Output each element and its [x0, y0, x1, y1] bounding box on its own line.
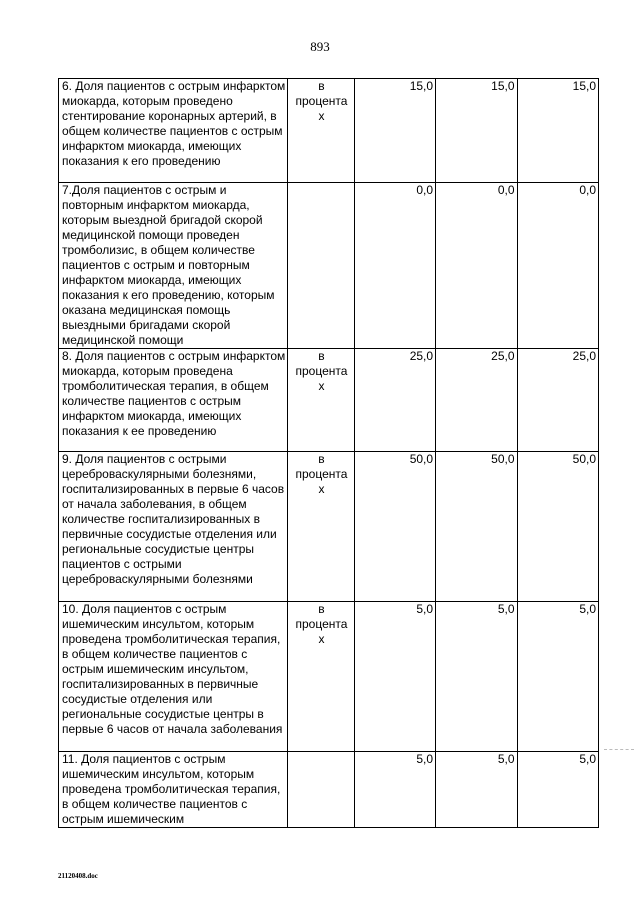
value-cell: 25,0 — [354, 349, 435, 452]
unit-cell — [288, 752, 354, 828]
value-cell: 50,0 — [354, 452, 435, 602]
indicator-description: 8. Доля пациентов с острым инфарктом миокарда, которым проведена тромболитическая терапия, в общем количестве пациентов с острым инфарктом миокарда, имеющих показания к ее проведению — [59, 349, 288, 452]
value-cell: 5,0 — [354, 602, 435, 752]
value-cell: 5,0 — [517, 602, 599, 752]
value-cell: 25,0 — [436, 349, 517, 452]
indicator-description: 10. Доля пациентов с острым ишемическим инсультом, которым проведена тромболитическая терапия, в общем количестве пациентов с острым ишемическим инсультом, госпитализированных в первичные сосудистые отделения или региональные сосудистые центры в первые 6 часов от начала заболевания — [59, 602, 288, 752]
value-cell: 0,0 — [354, 183, 435, 349]
value-cell: 15,0 — [354, 79, 435, 183]
value-cell: 50,0 — [436, 452, 517, 602]
value-cell: 0,0 — [436, 183, 517, 349]
value-cell: 50,0 — [517, 452, 599, 602]
value-cell: 15,0 — [436, 79, 517, 183]
value-cell: 0,0 — [517, 183, 599, 349]
value-cell: 15,0 — [517, 79, 599, 183]
table-row — [59, 452, 599, 602]
unit-cell: в процента х — [288, 452, 354, 602]
unit-cell: в процента х — [288, 349, 354, 452]
table-row — [59, 79, 599, 183]
value-cell: 5,0 — [436, 602, 517, 752]
page-number: 893 — [310, 39, 330, 54]
unit-cell — [288, 183, 354, 349]
margin-mark — [604, 749, 634, 750]
indicator-description: 6. Доля пациентов с острым инфарктом миокарда, которым проведено стентирование коронарных артерий, в общем количестве пациентов с острым инфарктом миокарда, имеющих показания к его проведению — [59, 79, 288, 183]
value-cell: 5,0 — [517, 752, 599, 828]
value-cell: 25,0 — [517, 349, 599, 452]
table-row — [59, 752, 599, 828]
indicator-description: 11. Доля пациентов с острым ишемическим инсультом, которым проведена тромболитическая терапия, в общем количестве пациентов с острым ишемическим — [59, 752, 288, 828]
value-cell: 5,0 — [436, 752, 517, 828]
value-cell: 5,0 — [354, 752, 435, 828]
document-filename: 21120408.doc — [58, 872, 98, 880]
indicators-table — [58, 78, 599, 828]
table-row — [59, 602, 599, 752]
indicator-description: 7.Доля пациентов с острым и повторным инфарктом миокарда, которым выездной бригадой скорой медицинской помощи проведен тромболизис, в общем количестве пациентов с острым и повторным инфарктом миокарда, имеющих показания к его проведению, которым оказана медицинская помощь выездными бригадами скорой медицинской помощи — [59, 183, 288, 349]
table-row — [59, 349, 599, 452]
unit-cell: в процента х — [288, 602, 354, 752]
indicator-description: 9. Доля пациентов с острыми цереброваскулярными болезнями, госпитализированных в первые 6 часов от начала заболевания, в общем количестве госпитализированных в первичные сосудистые отделения или региональные сосудистые центры пациентов с острыми цереброваскулярными болезнями — [59, 452, 288, 602]
table-row — [59, 183, 599, 349]
unit-cell: в процента х — [288, 79, 354, 183]
